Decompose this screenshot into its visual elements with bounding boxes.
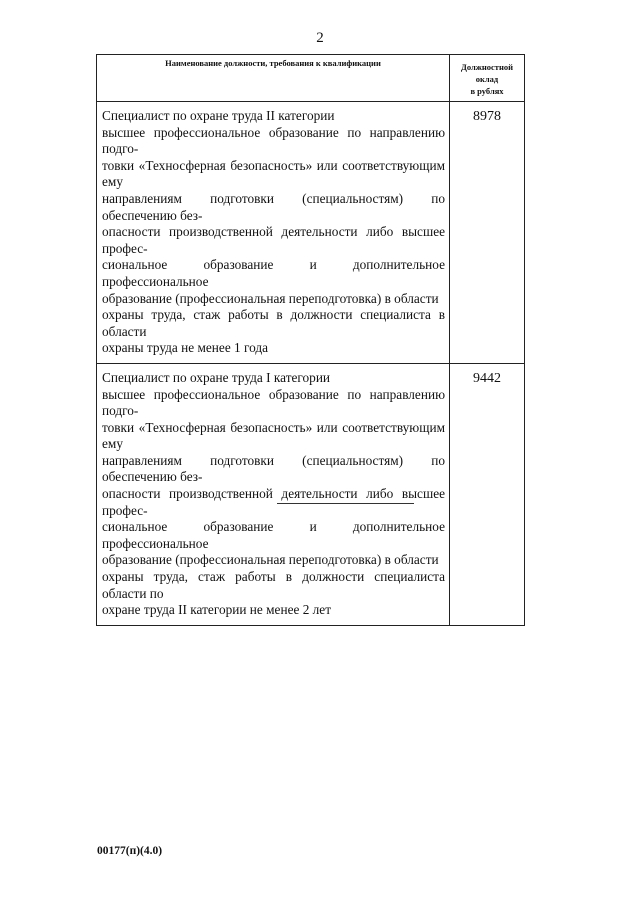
salary-value: 8978 [450, 102, 525, 364]
requirement-line: товки «Техносферная безопасность» или соответствующим ему [102, 157, 445, 190]
requirement-line: товки «Техносферная безопасность» или соответствующим ему [102, 419, 445, 452]
requirement-line: сиональное образование и дополнительное профессиональное [102, 257, 445, 289]
salary-value: 9442 [450, 363, 525, 625]
requirement-line: опасности производственной деятельности либо высшее профес- [102, 486, 445, 518]
table-row [97, 363, 525, 625]
position-description [97, 102, 450, 364]
signature-rule [277, 503, 414, 504]
requirement-line: охраны труда, стаж работы в должности специалиста в области [102, 307, 445, 339]
salary-table [96, 54, 525, 626]
header-salary-line: оклад [475, 74, 499, 84]
position-title: Специалист по охране труда I категории [102, 369, 331, 385]
requirement-line: опасности производственной деятельности либо высшее профес- [102, 224, 445, 256]
requirement-line: охраны труда не менее 1 года [102, 340, 269, 356]
requirement-line: направлениям подготовки (специальностям) по обеспечению без- [102, 190, 445, 223]
requirement-line: образование (профессиональная переподготовка) в области [102, 290, 439, 306]
header-position-name: Наименование должности, требования к квалификации [97, 55, 450, 102]
requirement-line: высшее профессиональное образование по направлению подго- [102, 386, 445, 419]
table-header-row [97, 55, 525, 102]
position-description [97, 363, 450, 625]
requirement-line: направлениям подготовки (специальностям) по обеспечению без- [102, 452, 445, 485]
requirement-line: охране труда II категории не менее 2 лет [102, 602, 332, 618]
header-salary-line: Должностной [460, 62, 514, 72]
document-code: 00177(п)(4.0) [97, 845, 163, 857]
position-title: Специалист по охране труда II категории [102, 108, 335, 123]
requirement-line: высшее профессиональное образование по направлению подго- [102, 124, 445, 157]
table-row [97, 102, 525, 364]
page-number: 2 [316, 30, 324, 46]
requirement-line: образование (профессиональная переподготовка) в области [102, 552, 439, 568]
requirement-line: охраны труда, стаж работы в должности специалиста области по [102, 569, 445, 601]
header-salary [450, 55, 525, 102]
requirement-line: сиональное образование и дополнительное профессиональное [102, 519, 445, 551]
header-salary-line: в рублях [470, 86, 504, 96]
